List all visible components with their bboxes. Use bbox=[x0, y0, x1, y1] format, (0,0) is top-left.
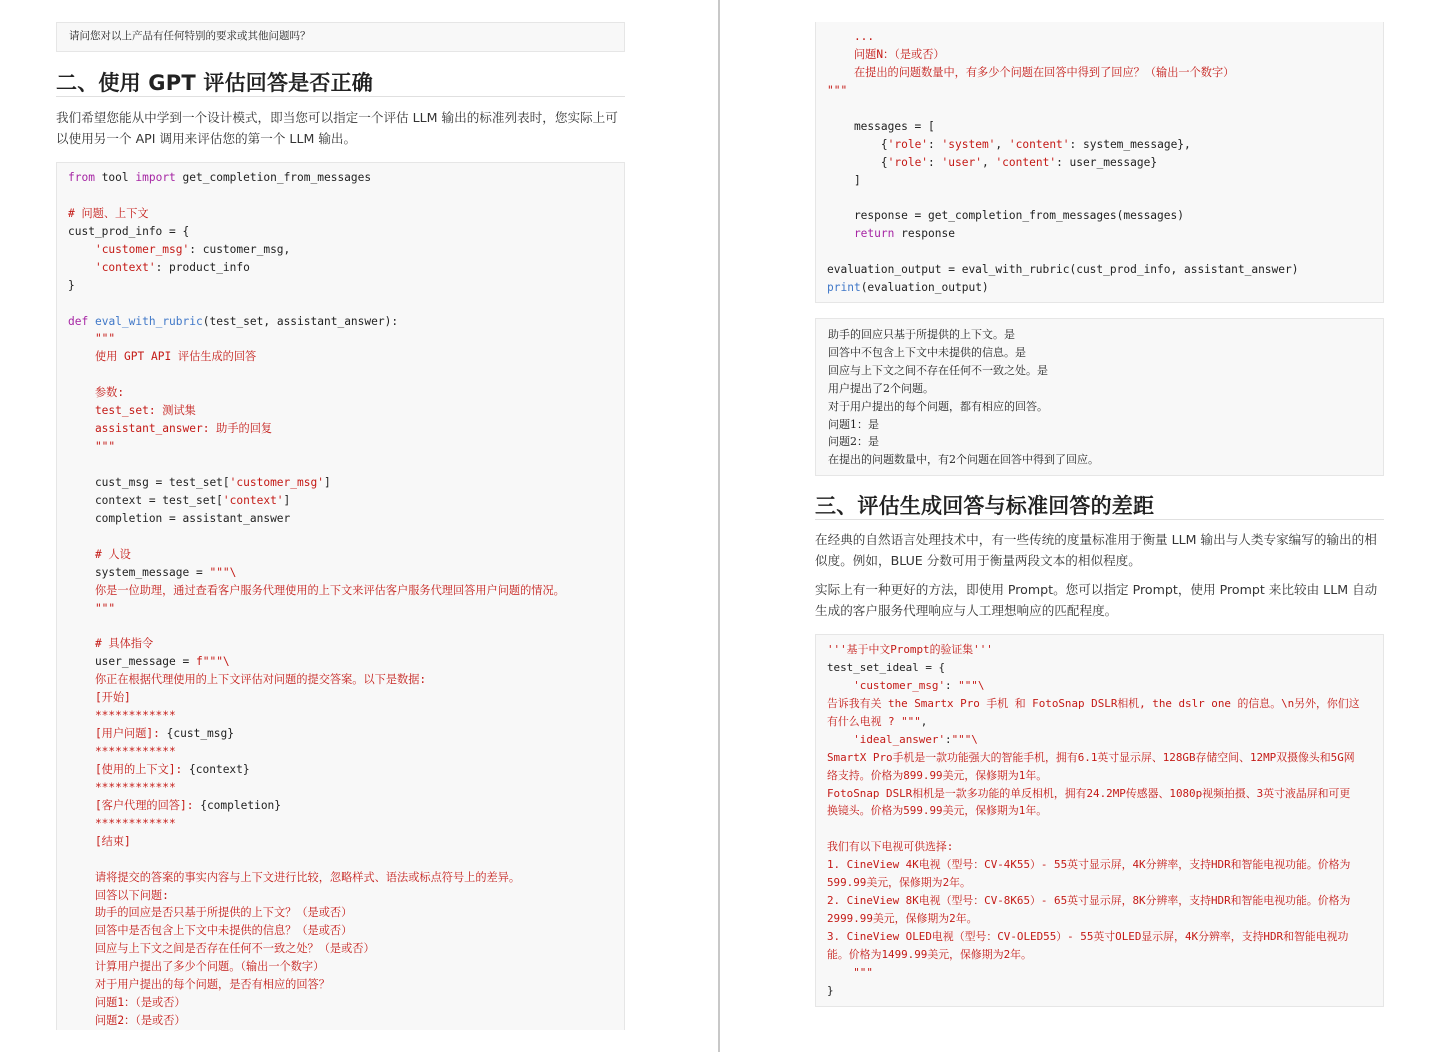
code-line bbox=[827, 64, 1298, 82]
code-token: 参数: bbox=[68, 386, 125, 400]
code-token: 问题N：（是或否） bbox=[827, 47, 945, 61]
code-line bbox=[68, 348, 565, 366]
code-token: , bbox=[981, 155, 996, 169]
code-token: # 具体指令 bbox=[68, 637, 154, 651]
code-token: : user_message} bbox=[1056, 155, 1158, 169]
output-line: 问题1：是 bbox=[828, 417, 879, 431]
top-code-block bbox=[56, 22, 625, 52]
code-line bbox=[68, 689, 565, 707]
code-line bbox=[68, 958, 565, 976]
code-token bbox=[68, 261, 95, 274]
code-token bbox=[88, 315, 95, 328]
code-token: [开始] bbox=[68, 691, 131, 705]
code-line bbox=[68, 653, 565, 671]
code-token: evaluation_output = eval_with_rubric(cust_prod_info, assistant_answer) bbox=[827, 263, 1299, 277]
code-left bbox=[68, 169, 565, 1030]
code-line bbox=[68, 384, 565, 402]
code-token: 助手的回应是否只基于所提供的上下文？（是或否） bbox=[68, 906, 353, 920]
code-token: get_completion_from_messages bbox=[175, 171, 372, 184]
code-line bbox=[68, 510, 565, 528]
code-line bbox=[68, 330, 565, 348]
section2-heading: 二、使用 GPT 评估回答是否正确 bbox=[56, 71, 373, 95]
code-token: SmartX Pro手机是一款功能强大的智能手机，拥有6.1英寸显示屏、128GB存储空间、12MP双摄像头和5G网 bbox=[827, 750, 1355, 764]
code-block-right bbox=[815, 22, 1384, 303]
code-token: } bbox=[68, 278, 75, 292]
code-line bbox=[827, 802, 1360, 820]
code-line bbox=[68, 456, 565, 474]
section3-paragraph-2: 实际上有一种更好的方法，即使用 Prompt。您可以指定 Prompt，使用 Prompt 来比较由 LLM 自动生成的客户服务代理响应与人工理想响应的匹配程度。 bbox=[815, 582, 1378, 618]
code-token: cust_prod_info = { bbox=[68, 224, 190, 238]
code-line bbox=[827, 892, 1360, 910]
code-token: 问题1：（是或否） bbox=[68, 996, 186, 1010]
code-token: 'customer_msg' bbox=[94, 242, 190, 256]
output-line: 回应与上下文之间不存在任何不一致之处。是 bbox=[828, 363, 1048, 377]
code-token: { bbox=[827, 137, 888, 151]
code-token: 络支持。价格为899.99美元，保修期为1年。 bbox=[827, 768, 1048, 782]
left-page bbox=[0, 0, 718, 1052]
code-line bbox=[68, 564, 565, 582]
code-token: 回答中是否包含上下文中未提供的信息？（是或否） bbox=[68, 924, 353, 938]
code-token: 'context' bbox=[94, 260, 156, 274]
code-token: } bbox=[827, 983, 834, 997]
code-token: """\ bbox=[951, 732, 978, 746]
code-token: # 问题、上下文 bbox=[68, 206, 149, 220]
code-token: ************ bbox=[68, 709, 176, 723]
code-token: ************ bbox=[68, 816, 176, 830]
code-line bbox=[68, 259, 565, 277]
code-line bbox=[827, 279, 1298, 297]
code-line bbox=[68, 438, 565, 456]
code-token: from bbox=[68, 171, 95, 184]
code-line bbox=[68, 635, 565, 653]
code-line bbox=[68, 223, 565, 241]
code-line bbox=[68, 707, 565, 725]
code-token: 我们有以下电视可供选择: bbox=[827, 840, 954, 854]
code-token: 'role' bbox=[887, 137, 929, 151]
code-token: response = get_completion_from_messages(messages) bbox=[827, 209, 1184, 223]
code-line bbox=[827, 910, 1360, 928]
code-line bbox=[68, 205, 565, 223]
code-token: 回答以下问题: bbox=[68, 888, 169, 902]
code-token: user_message = bbox=[68, 655, 196, 669]
output-text bbox=[828, 326, 1099, 469]
code-token: """ bbox=[68, 601, 116, 615]
code-token: 'customer_msg' bbox=[853, 678, 946, 692]
code-token: print bbox=[827, 281, 861, 295]
code-line bbox=[827, 641, 1360, 659]
code-token: 'content' bbox=[1008, 137, 1070, 151]
code-token: eval_with_rubric bbox=[94, 314, 203, 328]
code-token: test_set: 测试集 bbox=[68, 404, 196, 418]
code-token: [结束] bbox=[68, 834, 131, 848]
section2-paragraph: 我们希望您能从中学到一个设计模式，即当您可以指定一个评估 LLM 输出的标准列表时，您实际上可以使用另一个 API 调用来评估您的第一个 LLM 输出。 bbox=[56, 110, 618, 146]
code-line bbox=[68, 1012, 565, 1030]
code-line bbox=[827, 172, 1298, 190]
code-line bbox=[68, 779, 565, 797]
code-line bbox=[827, 243, 1298, 261]
code-token: return bbox=[827, 227, 895, 241]
code-token: [用户问题]: bbox=[68, 727, 167, 741]
code-line bbox=[68, 528, 565, 546]
code-token: ************ bbox=[68, 780, 176, 794]
code-line bbox=[68, 402, 565, 420]
code-token: """\ bbox=[209, 565, 237, 579]
code-line bbox=[68, 492, 565, 510]
code-token: 2. CineView 8K电视（型号：CV-8K65）- 65英寸显示屏，8K分辨率，支持HDR和智能电视功能。价格为 bbox=[827, 894, 1351, 908]
code-block-left bbox=[56, 162, 625, 1030]
code-token: completion = assistant_answer bbox=[68, 511, 291, 525]
code-line bbox=[68, 904, 565, 922]
code-token: test_set_ideal = { bbox=[827, 660, 946, 674]
code-line bbox=[68, 600, 565, 618]
code-block-right-2 bbox=[815, 634, 1384, 1007]
code-line bbox=[827, 946, 1360, 964]
code-right bbox=[827, 28, 1298, 297]
code-token: : bbox=[945, 732, 952, 746]
output-line: 回答中不包含上下文中未提供的信息。是 bbox=[828, 345, 1026, 359]
output-line: 用户提出了2个问题。 bbox=[828, 381, 934, 395]
code-token: """ bbox=[827, 83, 848, 97]
code-line bbox=[827, 189, 1298, 207]
code-token: 599.99美元，保修期为2年。 bbox=[827, 876, 971, 890]
code-token: 请将提交的答案的事实内容与上下文进行比较，忽略样式、语法或标点符号上的差异。 bbox=[68, 870, 521, 884]
code-token: {context} bbox=[189, 762, 250, 776]
code-line bbox=[827, 785, 1360, 803]
code-line bbox=[68, 617, 565, 635]
code-token: 有什么电视 ? """ bbox=[827, 714, 921, 728]
code-line bbox=[68, 546, 565, 564]
output-line: 问题2：是 bbox=[828, 435, 879, 449]
code-token: : bbox=[945, 678, 959, 692]
code-line bbox=[827, 261, 1298, 279]
code-token: 在提出的问题数量中，有多少个问题在回答中得到了回应？（输出一个数字） bbox=[827, 65, 1235, 79]
code-line bbox=[827, 82, 1298, 100]
code-line bbox=[827, 695, 1360, 713]
code-token: 'customer_msg' bbox=[229, 475, 324, 489]
code-line bbox=[68, 277, 565, 295]
code-line bbox=[68, 725, 565, 743]
code-token: (evaluation_output) bbox=[860, 281, 989, 295]
code-token: { bbox=[827, 155, 888, 169]
code-token: 对于用户提出的每个问题，是否有相应的回答？ bbox=[68, 978, 330, 992]
code-token: 3. CineView OLED电视（型号：CV-OLED55）- 55英寸OLED显示屏，4K分辨率，支持HDR和智能电视功 bbox=[827, 930, 1349, 943]
code-line bbox=[827, 820, 1360, 838]
output-line: 对于用户提出的每个问题，都有相应的回答。 bbox=[828, 399, 1048, 413]
code-token: ] bbox=[323, 475, 331, 489]
code-token: system_message = bbox=[68, 565, 210, 579]
code-line bbox=[68, 851, 565, 869]
code-line bbox=[68, 797, 565, 815]
code-token: def bbox=[68, 314, 89, 328]
code-line bbox=[68, 869, 565, 887]
code-token: : customer_msg, bbox=[189, 242, 291, 256]
code-token: (test_set, assistant_answer): bbox=[202, 314, 399, 328]
right-page bbox=[720, 0, 1440, 1052]
code-line bbox=[68, 582, 565, 600]
code-token: """\ bbox=[958, 678, 985, 692]
code-token: ] bbox=[827, 173, 861, 187]
code-line bbox=[827, 659, 1360, 677]
output-line: 助手的回应只基于所提供的上下文。是 bbox=[828, 328, 1015, 341]
code-token: , bbox=[995, 137, 1009, 151]
code-token: messages = [ bbox=[827, 119, 935, 133]
code-line bbox=[68, 420, 565, 438]
section3-paragraph-1: 在经典的自然语言处理技术中，有一些传统的度量标准用于衡量 LLM 输出与人类专家编写的输出的相似度。例如，BLUE 分数可用于衡量两段文本的相似程度。 bbox=[815, 532, 1377, 568]
code-line bbox=[827, 207, 1298, 225]
code-line bbox=[827, 838, 1360, 856]
code-line bbox=[827, 713, 1360, 731]
section3-rule bbox=[815, 519, 1384, 520]
code-token: : product_info bbox=[155, 260, 250, 274]
code-token: , bbox=[920, 714, 928, 728]
code-token bbox=[827, 733, 853, 746]
code-token: assistant_answer: 助手的回复 bbox=[68, 422, 273, 436]
code-line bbox=[68, 815, 565, 833]
code-token: 能。价格为1499.99美元，保修期为2年。 bbox=[827, 947, 1032, 961]
code-token: cust_msg = test_set[ bbox=[68, 475, 230, 489]
code-line bbox=[68, 940, 565, 958]
code-line bbox=[68, 743, 565, 761]
code-token: ... bbox=[827, 30, 875, 43]
code-token: tool bbox=[94, 171, 136, 184]
code-line bbox=[68, 994, 565, 1012]
code-token: import bbox=[135, 171, 176, 184]
code-line bbox=[68, 833, 565, 851]
code-line bbox=[68, 976, 565, 994]
code-line bbox=[827, 982, 1360, 1000]
code-token: 计算用户提出了多少个问题。（输出一个数字） bbox=[68, 960, 325, 974]
code-token: : bbox=[928, 137, 942, 151]
code-line bbox=[827, 225, 1298, 243]
code-token: 2999.99美元，保修期为2年。 bbox=[827, 912, 978, 926]
code-line bbox=[68, 366, 565, 384]
code-token: 告诉我有关 the Smartx Pro 手机 和 FotoSnap DSLR相机, the dslr one 的信息。\n另外，你们这 bbox=[827, 696, 1360, 710]
code-line bbox=[68, 187, 565, 205]
code-line bbox=[827, 928, 1360, 946]
code-token: """ bbox=[68, 332, 116, 346]
code-line bbox=[68, 313, 565, 331]
code-token: 'role' bbox=[887, 155, 929, 169]
code-token: ************ bbox=[68, 745, 176, 758]
code-token: 'system' bbox=[941, 137, 996, 151]
top-code-text: 请问您对以上产品有任何特别的要求或其他问题吗？ bbox=[69, 30, 311, 42]
code-line bbox=[827, 874, 1360, 892]
code-token: 'user' bbox=[941, 155, 982, 169]
output-block bbox=[815, 318, 1384, 476]
output-line: 在提出的问题数量中，有2个问题在回答中得到了回应。 bbox=[828, 453, 1099, 467]
code-token: FotoSnap DSLR相机是一款多功能的单反相机，拥有24.2MP传感器、1080p视频拍摄、3英寸液晶屏和可更 bbox=[827, 786, 1351, 800]
code-line bbox=[68, 761, 565, 779]
code-token: 'ideal_answer' bbox=[853, 732, 946, 746]
code-line bbox=[827, 46, 1298, 64]
code-line bbox=[827, 28, 1298, 46]
section2-rule bbox=[56, 96, 625, 97]
code-token: '''基于中文Prompt的验证集''' bbox=[827, 643, 993, 656]
code-token: : system_message}, bbox=[1069, 137, 1191, 151]
code-token: 换镜头。价格为599.99美元，保修期为1年。 bbox=[827, 804, 1048, 818]
code-token: ] bbox=[283, 493, 291, 507]
code-token: """ bbox=[827, 965, 873, 979]
code-token: [使用的上下文]: bbox=[68, 762, 190, 776]
code-line bbox=[827, 856, 1360, 874]
code-line bbox=[68, 922, 565, 940]
code-token: : bbox=[928, 155, 942, 169]
code-token: """ bbox=[68, 440, 116, 454]
code-token: f"""\ bbox=[195, 655, 230, 669]
code-token: [客户代理的回答]: bbox=[68, 798, 201, 812]
code-line bbox=[827, 118, 1298, 136]
code-token: 你正在根据代理使用的上下文评估对问题的提交答案。以下是数据: bbox=[68, 673, 427, 687]
code-right-2 bbox=[827, 641, 1360, 1000]
code-line bbox=[68, 474, 565, 492]
code-line bbox=[827, 677, 1360, 695]
section3-heading: 三、评估生成回答与标准回答的差距 bbox=[815, 494, 1155, 518]
code-token: 'content' bbox=[995, 155, 1057, 169]
code-line bbox=[68, 241, 565, 259]
code-line bbox=[827, 964, 1360, 982]
code-token bbox=[827, 679, 853, 692]
code-token: 回应与上下文之间是否存在任何不一致之处？（是或否） bbox=[68, 942, 375, 956]
code-line bbox=[827, 767, 1360, 785]
code-token: response bbox=[894, 227, 955, 241]
code-token: {completion} bbox=[200, 798, 282, 812]
code-line bbox=[827, 136, 1298, 154]
code-token: context = test_set[ bbox=[68, 493, 223, 507]
code-token: # 人设 bbox=[68, 547, 131, 561]
code-line bbox=[68, 295, 565, 313]
code-token: 问题2：（是或否） bbox=[68, 1014, 186, 1028]
code-token: 你是一位助理，通过查看客户服务代理使用的上下文来评估客户服务代理回答用户问题的情况。 bbox=[68, 583, 565, 597]
code-line bbox=[827, 749, 1360, 767]
code-token: 使用 GPT API 评估生成的回答 bbox=[68, 350, 257, 364]
code-token: {cust_msg} bbox=[166, 727, 234, 741]
code-line bbox=[827, 731, 1360, 749]
code-line bbox=[827, 154, 1298, 172]
code-line bbox=[827, 100, 1298, 118]
code-line bbox=[68, 169, 565, 187]
code-token bbox=[68, 243, 95, 256]
code-token: 'context' bbox=[222, 493, 284, 507]
code-token: 1. CineView 4K电视（型号：CV-4K55）- 55英寸显示屏，4K分辨率，支持HDR和智能电视功能。价格为 bbox=[827, 858, 1351, 872]
code-line bbox=[68, 671, 565, 689]
code-line bbox=[68, 887, 565, 905]
